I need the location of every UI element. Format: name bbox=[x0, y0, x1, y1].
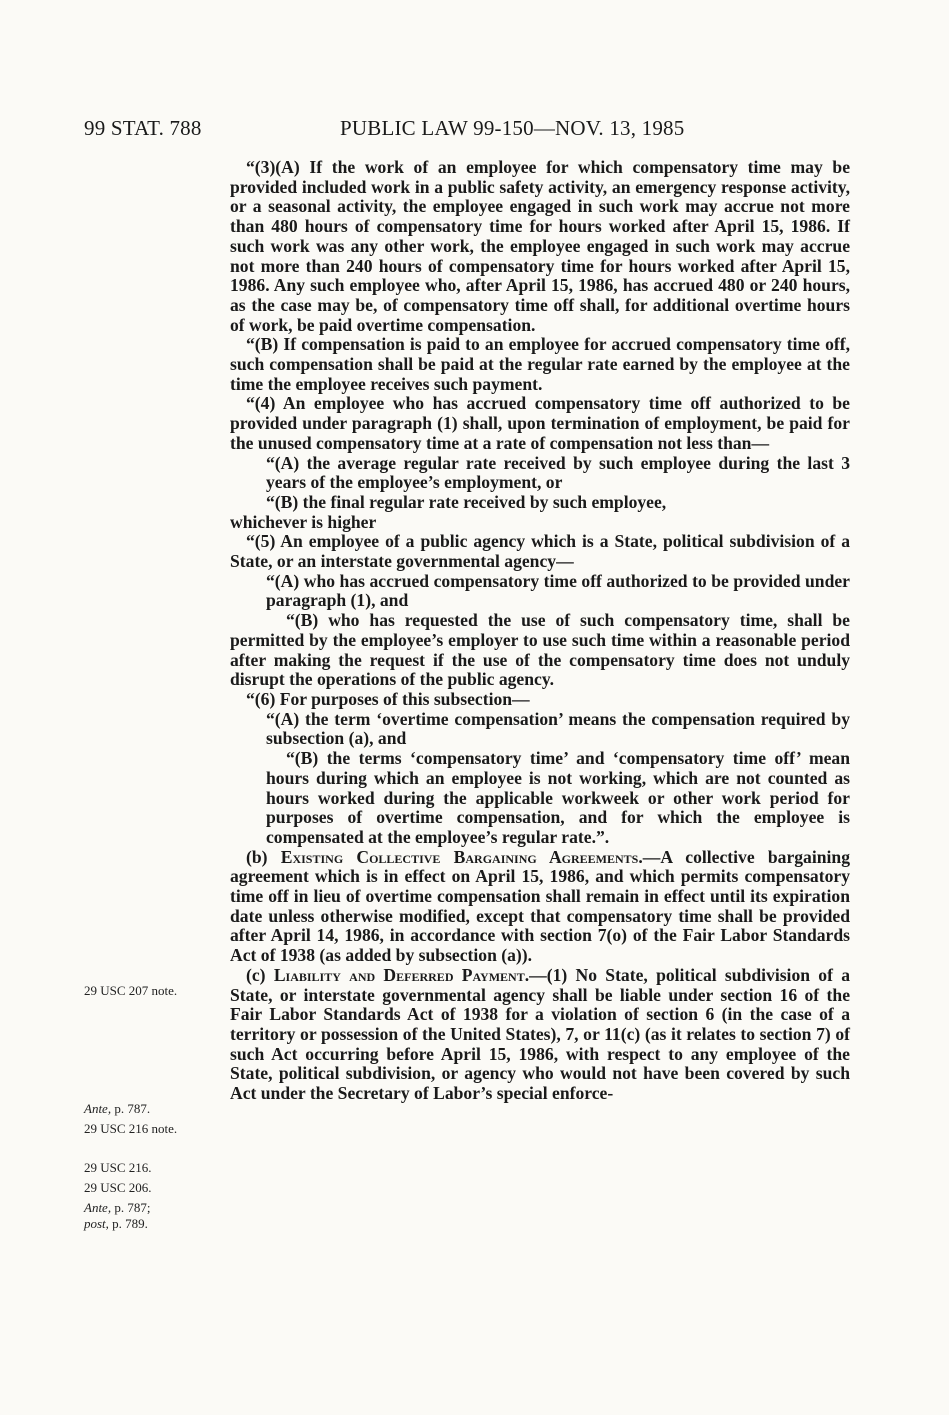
margin-note-ante-787b bbox=[84, 1200, 150, 1215]
paragraph-4-whichever: whichever is higher bbox=[230, 511, 377, 532]
paragraph-4b: “(B) the final regular rate received by such employee, bbox=[266, 491, 667, 512]
margin-note-usc-206: 29 USC 206. bbox=[84, 1180, 152, 1195]
paragraph-3a: “(3)(A) If the work of an employee for which compensatory time may be provided included work in a public safety activity, an emergency response activity, or a seasonal activity, the employee engaged in such work may accrue not more than 480 hours of compensatory time for hours worked after April 15, 1986. If such work was any other work, the employee engaged in such work may accrue not more than 240 hours of compensatory time for hours worked after April 15, 1986. Any such employee who, after April 15, 1986, has accrued 480 or 240 hours, as the case may be, of compensatory time off shall, for additional overtime hours of work, be paid overtime compensation. bbox=[230, 157, 850, 335]
margin-post-page: p. 789. bbox=[108, 1216, 148, 1231]
section-b-text: —A collective bargaining agreement which is in effect on April 15, 1986, and which permits compensatory time off in lieu of overtime compensation shall remain in effect until its expiration date unless otherwise modified, except that compensatory time shall be provided after April 14, 1986, in accordance with section 7(o) of the Fair Labor Standards Act of 1938 (as added by subsection (a)). bbox=[230, 846, 850, 966]
statute-body bbox=[230, 158, 850, 1104]
section-c-label: (c) bbox=[246, 964, 266, 985]
section-b bbox=[230, 848, 850, 966]
margin-note-usc-207: 29 USC 207 note. bbox=[84, 983, 178, 998]
stat-page-number: 99 STAT. 788 bbox=[84, 116, 202, 140]
section-c-text: —(1) No State, political subdivision of a State, or interstate governmental agency shall be liable under section 16 of the Fair Labor Standards Act of 1938 for a violation of section 6 (in the case of a territory or possession of the United States), 7, or 11(c) (as it relates to section 7) of such Act occurring before April 15, 1986, with respect to any employee of the State, political subdivision, or agency who would not have been covered by such Act under the Secretary of Labor’s special enforce- bbox=[230, 964, 851, 1104]
margin-note-usc-216: 29 USC 216. bbox=[84, 1160, 152, 1175]
section-c bbox=[230, 966, 850, 1104]
paragraph-5b: “(B) who has requested the use of such compensatory time, shall be permitted by the employee’s employer to use such time within a reasonable period after making the request if the use of the compensatory time does not unduly disrupt the operations of the public agency. bbox=[230, 610, 850, 690]
section-c-heading: Liability and Deferred Payment. bbox=[273, 964, 530, 985]
paragraph-4: “(4) An employee who has accrued compensatory time off authorized to be provided under paragraph (1) shall, upon termination of employment, be paid for the unused compensatory time at a rate of compensation not less than— bbox=[230, 393, 850, 453]
section-b-heading: Existing Collective Bargaining Agreements. bbox=[280, 846, 643, 867]
margin-ante2-page: p. 787; bbox=[111, 1200, 151, 1215]
margin-note-post-789 bbox=[84, 1216, 148, 1231]
margin-ante2-italic: Ante, bbox=[84, 1200, 112, 1215]
paragraph-6b: “(B) the terms ‘compensatory time’ and ‘compensatory time off’ mean hours during which an employee is not working, which are not counted as hours worked during the applicable workweek or other work period for purposes of overtime compensation, and for which the employee is compensated at the employee’s regular rate.”. bbox=[266, 748, 850, 847]
margin-ante-page: p. 787. bbox=[111, 1101, 151, 1116]
paragraph-5a: “(A) who has accrued compensatory time off authorized to be provided under paragraph (1), and bbox=[266, 570, 850, 611]
margin-note-usc-216-note: 29 USC 216 note. bbox=[84, 1121, 178, 1136]
margin-post-italic: post, bbox=[84, 1216, 109, 1231]
paragraph-6: “(6) For purposes of this subsection— bbox=[246, 688, 530, 709]
paragraph-5: “(5) An employee of a public agency which is a State, political subdivision of a State, or an interstate governmental agency— bbox=[230, 531, 850, 572]
paragraph-4a: “(A) the average regular rate received by such employee during the last 3 years of the employee’s employment, or bbox=[266, 452, 850, 493]
margin-ante-italic: Ante, bbox=[84, 1101, 112, 1116]
section-b-label: (b) bbox=[246, 846, 268, 867]
paragraph-3b: “(B) If compensation is paid to an employee for accrued compensatory time off, such compensation shall be paid at the regular rate earned by the employee at the time the employee receives such payment. bbox=[230, 334, 850, 394]
page-title: PUBLIC LAW 99-150—NOV. 13, 1985 bbox=[340, 116, 685, 140]
margin-note-ante-787 bbox=[84, 1101, 150, 1116]
paragraph-6a: “(A) the term ‘overtime compensation’ means the compensation required by subsection (a), and bbox=[266, 708, 850, 749]
